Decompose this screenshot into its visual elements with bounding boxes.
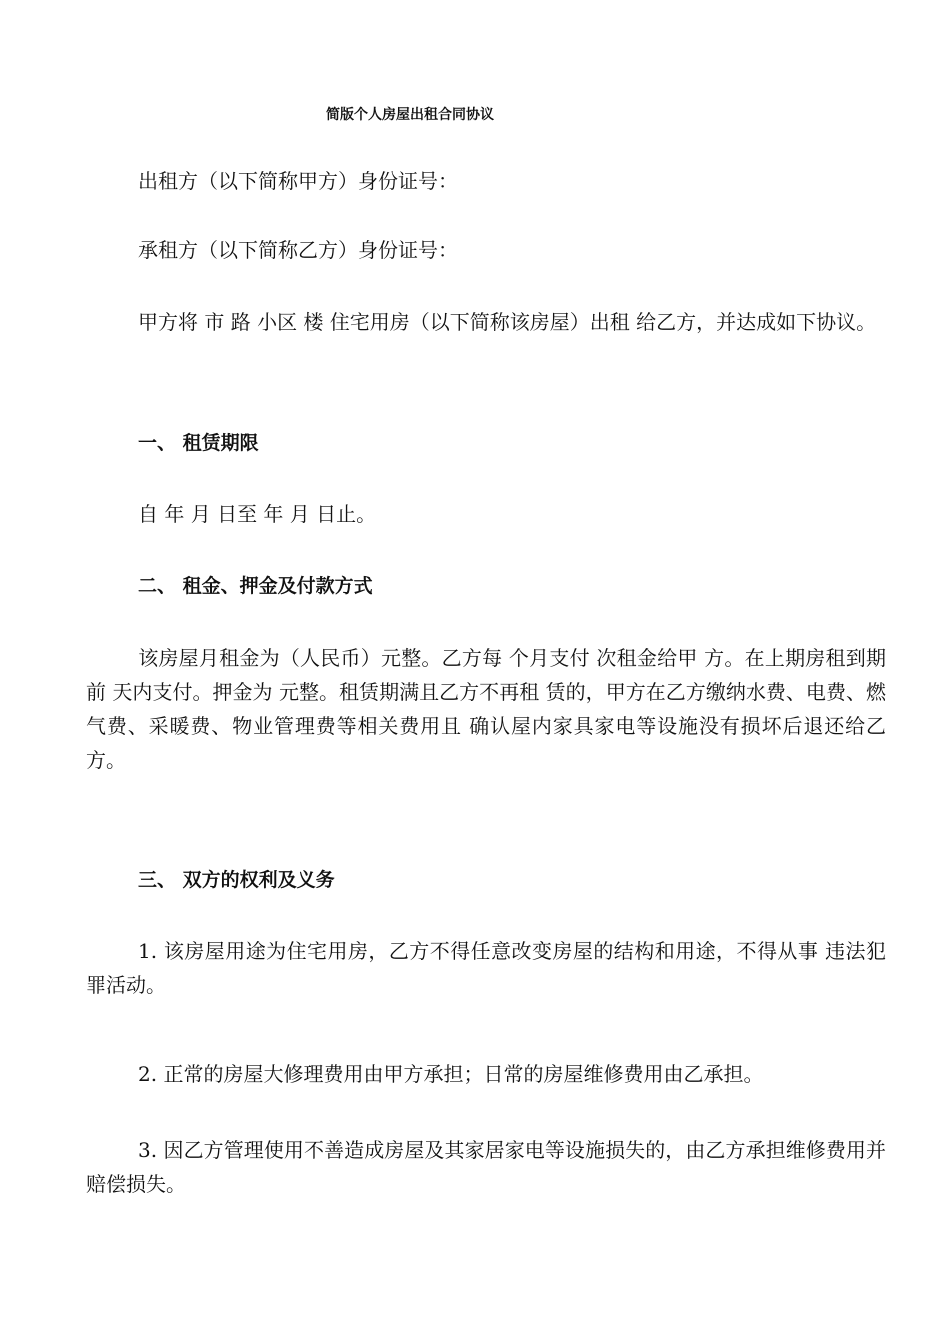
rights-item-3: 3. 因乙方管理使用不善造成房屋及其家居家电等设施损失的，由乙方承担维修费用并赔偿损失。 [86,1138,886,1196]
term-paragraph: 自 年 月 日至 年 月 日止。 [138,502,377,526]
rights-item-1: 1. 该房屋用途为住宅用房，乙方不得任意改变房屋的结构和用途，不得从事 违法犯罪活动。 [86,939,886,997]
section-heading-rights: 三、 双方的权利及义务 [138,869,335,891]
section-heading-rent: 二、 租金、押金及付款方式 [138,575,373,597]
document-title: 简版个人房屋出租合同协议 [326,107,494,123]
lessor-line: 出租方（以下简称甲方）身份证号： [138,169,458,193]
rent-paragraph: 该房屋月租金为（人民币）元整。乙方每 个月支付 次租金给甲 方。在上期房租到期前 天内支付。押金为 元整。租赁期满且乙方不再租 赁的，甲方在乙方缴纳水费、电费、燃气费、采暖费、物业管理费等相关费用且 确认屋内家具家电等设施没有损坏后退还给乙方。 [86,646,886,772]
lessee-line: 承租方（以下简称乙方）身份证号： [138,238,458,262]
intro-paragraph: 甲方将 市 路 小区 楼 住宅用房（以下简称该房屋）出租 给乙方，并达成如下协议。 [138,310,877,334]
rights-item-2: 2. 正常的房屋大修理费用由甲方承担；日常的房屋维修费用由乙承担。 [138,1062,764,1086]
section-heading-term: 一、 租赁期限 [138,432,259,454]
